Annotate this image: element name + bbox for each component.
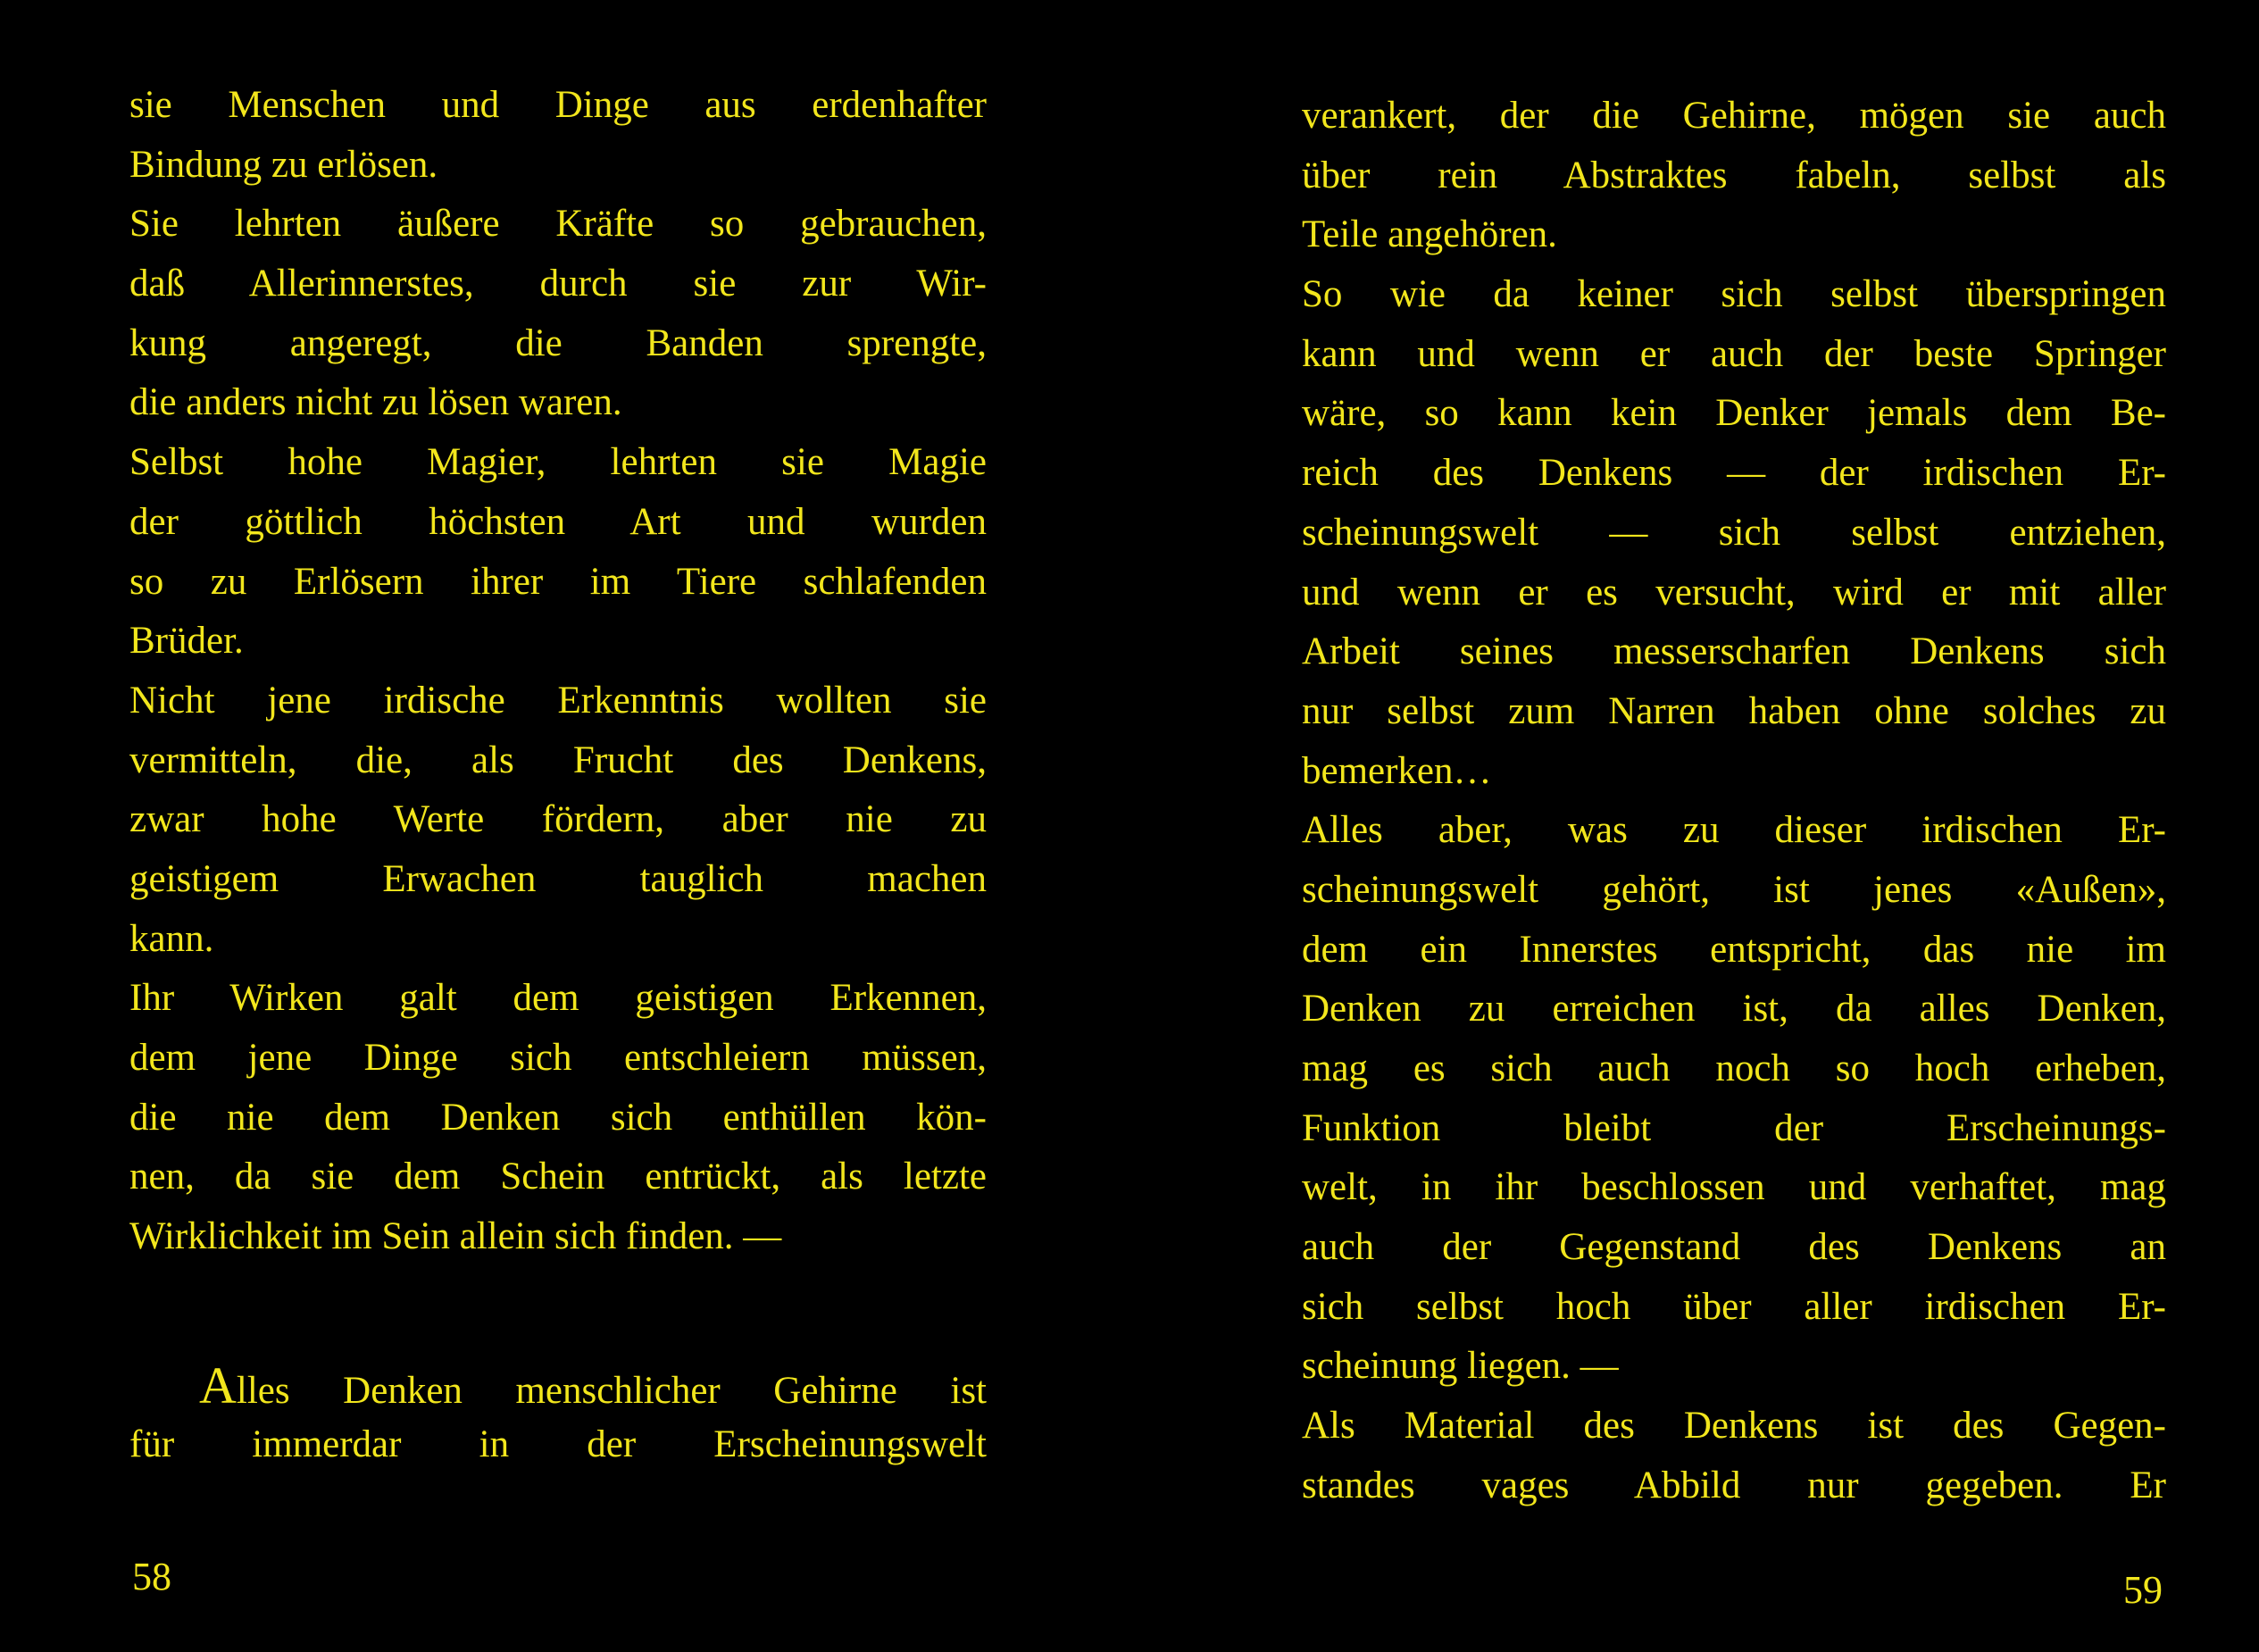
paragraph <box>129 195 987 433</box>
text-line: vermitteln, die, als Frucht des Denkens, <box>129 738 987 781</box>
text-line: Selbst hohe Magier, lehrten sie Magie <box>129 441 987 484</box>
text-line: sich selbst hoch über aller irdischen Er- <box>1302 1285 2166 1328</box>
text-line: verankert, der die Gehirne, mögen sie auch <box>1302 95 2166 137</box>
text-line: Alles aber, was zu dieser irdischen Er- <box>1302 809 2166 852</box>
text-line: die nie dem Denken sich enthüllen kön- <box>129 1096 987 1139</box>
text-line: Bindung zu erlösen. <box>129 143 438 186</box>
text-line: kung angeregt, die Banden sprengte, <box>129 321 987 364</box>
section-initial: A <box>199 1356 237 1414</box>
paragraph <box>129 672 987 969</box>
text-line: Denken zu erreichen ist, da alles Denken, <box>1302 988 2166 1030</box>
text-line: Nicht jene irdische Erkenntnis wollten sie <box>129 679 987 722</box>
text-line: reich des Denkens — der irdischen Er- <box>1302 452 2166 495</box>
text-line: und wenn er es versucht, wird er mit aller <box>1302 571 2166 613</box>
section-first-line <box>129 1356 987 1416</box>
text-line: standes vages Abbild nur gegeben. Er <box>1302 1464 2166 1506</box>
text-line: bemerken… <box>1302 749 1492 792</box>
left-page-text <box>129 76 987 1475</box>
text-line: Brüder. <box>129 620 244 663</box>
text-line: zwar hohe Werte fördern, aber nie zu <box>129 798 987 841</box>
page-number-left: 58 <box>132 1555 171 1598</box>
text-line: Sie lehrten äußere Kräfte so gebrauchen, <box>129 203 987 246</box>
text-line: nen, da sie dem Schein entrückt, als letzte <box>129 1156 987 1198</box>
section-gap <box>129 1267 987 1356</box>
text-line: So wie da keiner sich selbst überspringen <box>1302 273 2166 316</box>
text-line: mag es sich auch noch so hoch erheben, <box>1302 1047 2166 1089</box>
text-line: scheinungswelt — sich selbst entziehen, <box>1302 511 2166 554</box>
paragraph <box>1302 801 2166 1397</box>
text-line: Teile angehören. <box>1302 213 1557 256</box>
text-line: Wirklichkeit im Sein allein sich finden. — <box>129 1215 782 1258</box>
text-line: scheinungswelt gehört, ist jenes «Außen», <box>1302 868 2166 911</box>
text-line: geistigem Erwachen tauglich machen <box>129 857 987 900</box>
text-line: sie Menschen und Dinge aus erdenhafter <box>129 84 987 126</box>
page-number-right: 59 <box>2123 1568 2163 1612</box>
text-line: kann und wenn er auch der beste Springer <box>1302 332 2166 375</box>
text-line: Arbeit seines messerscharfen Denkens sich <box>1302 630 2166 673</box>
text-line: Ihr Wirken galt dem geistigen Erkennen, <box>129 977 987 1020</box>
paragraph <box>129 433 987 672</box>
text-line: auch der Gegenstand des Denkens an <box>1302 1226 2166 1269</box>
text-line: so zu Erlösern ihrer im Tiere schlafenden <box>129 560 987 603</box>
text-line: dem ein Innerstes entspricht, das nie im <box>1302 928 2166 971</box>
text-line: über rein Abstraktes fabeln, selbst als <box>1302 154 2166 196</box>
paragraph <box>1302 87 2166 265</box>
paragraph <box>129 969 987 1266</box>
paragraph <box>129 76 987 195</box>
text-line: scheinung liegen. — <box>1302 1345 1619 1388</box>
text-line: Als Material des Denkens ist des Gegen- <box>1302 1405 2166 1448</box>
text-line: daß Allerinnerstes, durch sie zur Wir- <box>129 263 987 305</box>
text-line: wäre, so kann kein Denker jemals dem Be- <box>1302 392 2166 435</box>
right-page <box>1130 0 2259 1652</box>
text-line: welt, in ihr beschlossen und verhaftet, mag <box>1302 1166 2166 1209</box>
right-page-text <box>1302 87 2166 1516</box>
section-first-line-text: lles Denken menschlicher Gehirne ist <box>236 1369 987 1412</box>
text-line: dem jene Dinge sich entschleiern müssen, <box>129 1037 987 1079</box>
paragraph <box>1302 1397 2166 1515</box>
text-line: für immerdar in der Erscheinungswelt <box>129 1423 987 1466</box>
section-paragraph <box>129 1356 987 1475</box>
text-line: nur selbst zum Narren haben ohne solches zu <box>1302 689 2166 732</box>
text-line: kann. <box>129 917 214 960</box>
paragraph <box>1302 265 2166 801</box>
text-line: die anders nicht zu lösen waren. <box>129 381 622 424</box>
text-line: der göttlich höchsten Art und wurden <box>129 500 987 543</box>
text-line: Funktion bleibt der Erscheinungs- <box>1302 1106 2166 1149</box>
